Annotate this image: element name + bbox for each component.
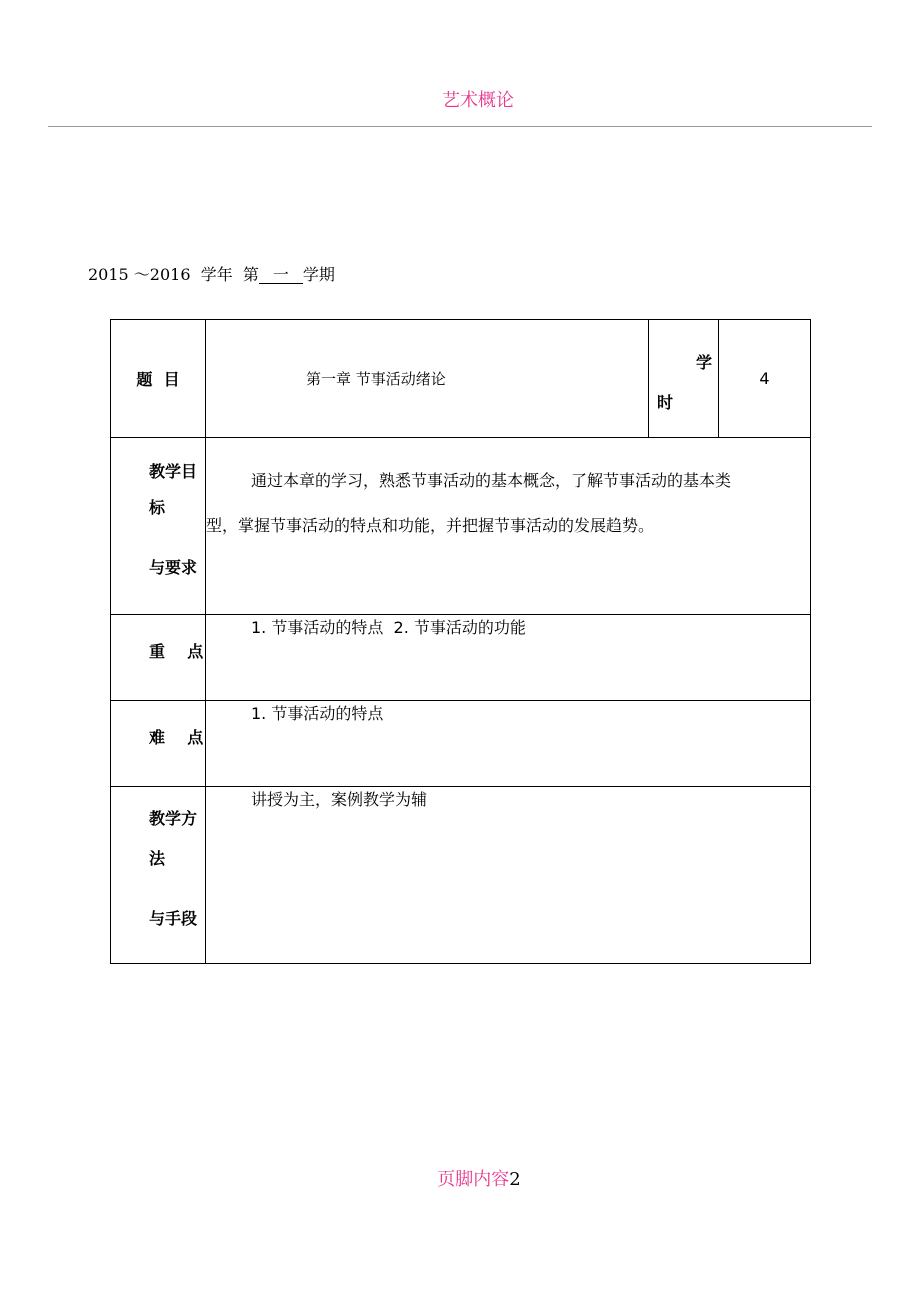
methods-content: 讲授为主，案例教学为辅 <box>206 787 811 964</box>
hours-value: 4 <box>719 320 811 438</box>
objectives-label-line-1: 教学目 <box>149 462 198 481</box>
term-ordinal-value: 一 <box>259 267 303 284</box>
footer-page-number: 2 <box>509 1169 521 1190</box>
key-points-content: 1. 节事活动的特点 2. 节事活动的功能 <box>206 615 811 701</box>
objectives-text-line-1: 通过本章的学习，熟悉节事活动的基本概念，了解节事活动的基本类 <box>251 471 732 490</box>
key-points-row <box>111 615 811 701</box>
document-header-title: 艺术概论 <box>442 90 514 111</box>
term-label: 学期 <box>302 265 335 284</box>
term-years: 2015 ～2016 <box>88 265 191 284</box>
hours-label-line-1: 学 <box>695 353 712 372</box>
methods-label <box>111 787 206 964</box>
methods-row <box>111 787 811 964</box>
topic-row <box>111 320 811 438</box>
objectives-label <box>111 438 206 615</box>
header-divider <box>48 126 872 127</box>
hours-label-line-2: 时 <box>657 393 674 412</box>
objectives-text-line-2: 型，掌握节事活动的特点和功能，并把握节事活动的发展趋势。 <box>206 516 655 535</box>
topic-value: 第一章 节事活动绪论 <box>206 320 649 438</box>
term-year-label: 学年 <box>200 265 233 284</box>
objectives-label-line-3: 与要求 <box>149 558 198 577</box>
objectives-row <box>111 438 811 615</box>
methods-label-line-2: 法 <box>149 849 166 868</box>
objectives-content <box>206 438 811 615</box>
methods-label-line-3: 与手段 <box>149 909 198 928</box>
methods-label-line-1: 教学方 <box>149 809 198 828</box>
difficulties-row <box>111 701 811 787</box>
lesson-plan-table <box>110 319 811 964</box>
key-points-label: 重 点 <box>111 615 206 701</box>
difficulties-content: 1. 节事活动的特点 <box>206 701 811 787</box>
term-ordinal-prefix: 第 <box>242 265 259 284</box>
page-footer <box>0 1165 920 1191</box>
hours-label <box>649 320 719 438</box>
objectives-label-line-2: 标 <box>149 498 166 517</box>
academic-term-line <box>88 262 335 285</box>
footer-text: 页脚内容 <box>437 1169 510 1190</box>
topic-label: 题 目 <box>111 320 206 438</box>
difficulties-label: 难 点 <box>111 701 206 787</box>
